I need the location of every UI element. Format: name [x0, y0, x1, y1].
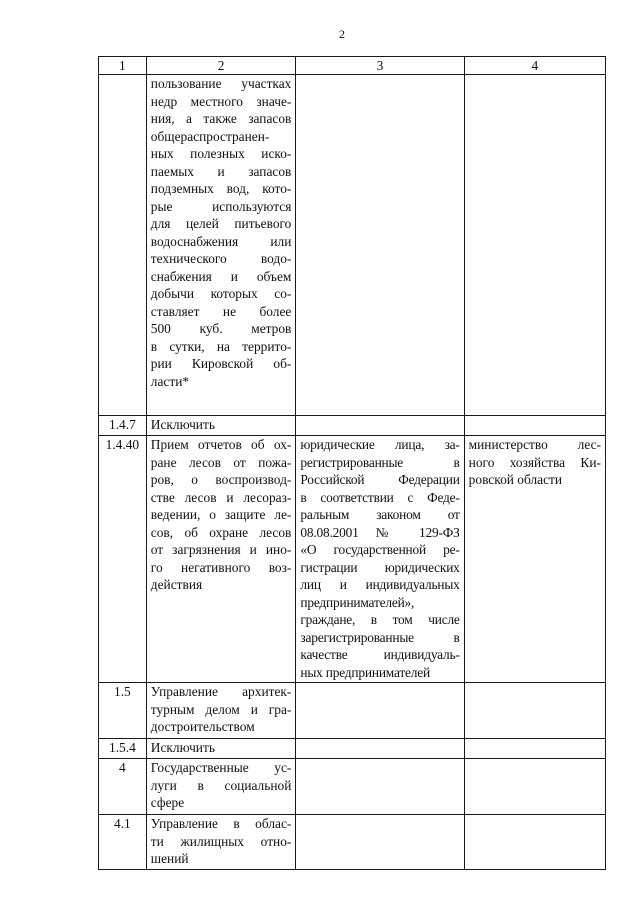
text-line: ведении, о защите ле- [150, 507, 292, 522]
text-line: министерство лес- [468, 437, 601, 452]
text-line: сфере [150, 795, 185, 810]
table-row [99, 759, 606, 815]
row-description-cell [146, 739, 296, 759]
text-line: 08.08.2001 № 129-ФЗ [300, 524, 460, 540]
text-line: пользование участках [150, 76, 292, 91]
text-line: подземных вод, кото- [150, 181, 292, 196]
header-cell-2: 2 [146, 57, 296, 75]
row-number-cell: 1.4.7 [99, 416, 147, 436]
text-line: ного хозяйства Ки- [468, 454, 601, 470]
table-row [99, 416, 606, 436]
row-authority-cell [464, 815, 605, 870]
text-line: го негативного воз- [150, 559, 292, 575]
row-applicants-cell [296, 759, 464, 815]
text-line: регистрированные в [300, 454, 460, 470]
row-description-cell [146, 75, 296, 416]
row-number-cell: 1.5.4 [99, 739, 147, 759]
text-line: стве лесов и лесораз- [150, 489, 292, 505]
row-number-cell: 1.5 [99, 683, 147, 739]
text-line: лиц и индивидуальных [300, 577, 460, 592]
text-line: от загрязнения и ино- [150, 542, 292, 557]
text-line: Управление в облас- [150, 816, 292, 831]
document-table [98, 56, 606, 870]
text-line: рые используются [150, 198, 292, 214]
text-line: 500 куб. метров [150, 321, 292, 336]
text-line: шений [150, 851, 189, 866]
text-line: гистрации юридических [300, 559, 460, 575]
text-line: Государственные ус- [150, 760, 292, 775]
row-description-cell [146, 759, 296, 815]
text-line: зарегистрированные в [300, 629, 460, 645]
text-line: для целей питьевого [150, 216, 292, 231]
text-line: Исключить [150, 417, 215, 432]
header-cell-3: 3 [296, 57, 464, 75]
text-line: в сутки, на террито- [150, 338, 292, 354]
text-line: ровской области [468, 472, 563, 487]
row-description-cell [146, 416, 296, 436]
row-applicants-cell [296, 75, 464, 416]
text-line: сов, об охране лесов [150, 524, 292, 540]
row-applicants-cell [296, 416, 464, 436]
text-line: Управление архитек- [150, 684, 292, 699]
row-authority-cell [464, 759, 605, 815]
table-row [99, 739, 606, 759]
row-description-cell [146, 436, 296, 683]
text-line: достроительством [150, 719, 255, 734]
row-description-cell [146, 815, 296, 870]
text-line: ных предпринимателей [300, 664, 430, 680]
row-applicants-cell [296, 815, 464, 870]
row-authority-cell [464, 416, 605, 436]
text-line: Исключить [150, 740, 215, 755]
text-line: турным делом и гра- [150, 701, 292, 717]
row-authority-cell [464, 683, 605, 739]
text-line: добычи которых со- [150, 286, 292, 301]
row-applicants-cell [296, 683, 464, 739]
text-line: ти жилищных отно- [150, 833, 292, 849]
table-row [99, 683, 606, 739]
row-number-cell [99, 75, 147, 416]
row-authority-cell [464, 739, 605, 759]
row-applicants-cell [296, 739, 464, 759]
text-line: качестве индивидуаль- [300, 647, 460, 662]
text-line: луги в социальной [150, 777, 292, 793]
table-row [99, 815, 606, 870]
header-cell-1: 1 [99, 57, 147, 75]
text-line: паемых и запасов [150, 163, 292, 179]
text-line: водоснабжения или [150, 233, 292, 249]
text-line: ране лесов от пожа- [150, 454, 292, 470]
row-authority-cell [464, 436, 605, 683]
text-line: предпринимателей», [300, 594, 415, 610]
text-line: ров, о воспроизвод- [150, 472, 292, 487]
row-applicants-cell [296, 436, 464, 683]
text-line: Прием отчетов об ох- [150, 437, 292, 452]
table-row [99, 75, 606, 416]
table-row [99, 436, 606, 683]
row-number-cell: 4.1 [99, 815, 147, 870]
text-line: ния, а также запасов [150, 111, 292, 126]
text-line: действия [150, 577, 203, 592]
text-line: ральным законом от [300, 507, 460, 522]
text-line: общераспространен- [150, 128, 270, 144]
table-header-row [99, 57, 606, 75]
text-line: ласти* [150, 373, 190, 389]
text-line: Российской Федерации [300, 472, 460, 487]
page-number: 2 [339, 27, 345, 41]
text-line: ных полезных иско- [150, 146, 292, 161]
text-line: недр местного значе- [150, 93, 292, 109]
row-number-cell: 1.4.40 [99, 436, 147, 683]
text-line: снабжения и объем [150, 268, 292, 284]
text-line: «О государственной ре- [300, 542, 460, 557]
row-description-cell [146, 683, 296, 739]
row-number-cell: 4 [99, 759, 147, 815]
text-line: рии Кировской об- [150, 356, 292, 371]
text-line: в соответствии с Феде- [300, 489, 460, 505]
text-line: граждане, в том числе [300, 612, 460, 627]
header-cell-4: 4 [464, 57, 605, 75]
text-line: технического водо- [150, 251, 292, 266]
text-line: ставляет не более [150, 303, 292, 319]
text-line: юридические лица, за- [300, 437, 460, 452]
row-authority-cell [464, 75, 605, 416]
